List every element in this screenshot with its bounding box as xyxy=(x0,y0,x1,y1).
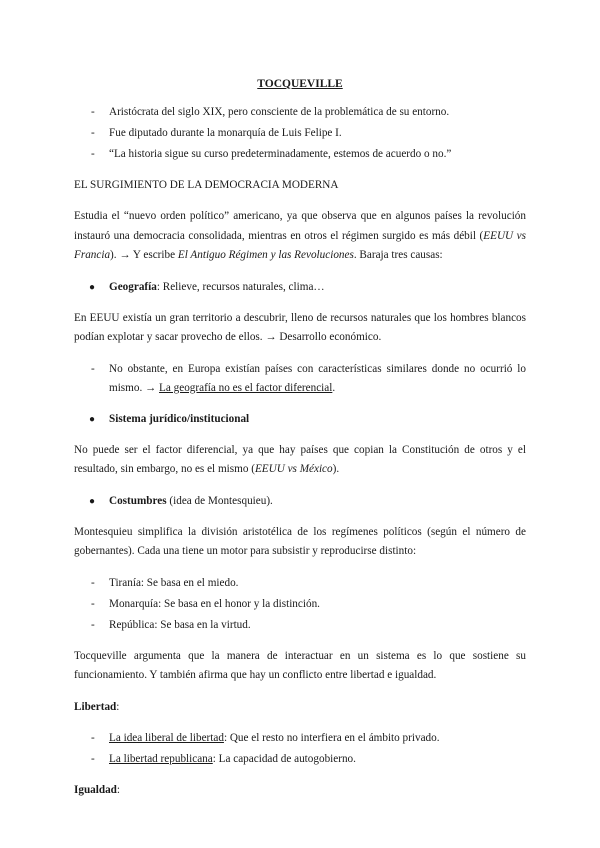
cause-costumbres: ● Costumbres (idea de Montesquieu). xyxy=(74,492,526,511)
list-item: - La libertad republicana: La capacidad de autogobierno. xyxy=(74,750,526,769)
list-item: - Aristócrata del siglo XIX, pero consciente de la problemática de su entorno. xyxy=(74,103,526,122)
list-item: - No obstante, en Europa existían países con características similares donde no ocurrió lo mismo. → La geografía no es el factor diferencial. xyxy=(74,360,526,398)
list-item: - Monarquía: Se basa en el honor y la distinción. xyxy=(74,595,526,614)
bullet-icon: ● xyxy=(89,495,96,507)
list-item: - Fue diputado durante la monarquía de Luis Felipe I. xyxy=(74,124,526,143)
paragraph-intro: Estudia el “nuevo orden político” americano, ya que observa que en algunos países la revolución instauró una democracia consolidada, mientras en otros el régimen surgido es más débil (EEUU vs Francia). → Y escribe El Antiguo Régimen y las Revoluciones. Baraja tres causas: xyxy=(74,210,526,261)
cause-geografia: ● Geografía: Relieve, recursos naturales, clima… xyxy=(74,278,526,297)
paragraph-montesquieu: Montesquieu simplifica la división aristotélica de los regímenes políticos (según el número de gobernantes). Cada una tiene un motor para subsistir y reproducirse distinto: xyxy=(74,525,526,557)
libertad-list xyxy=(74,729,526,769)
document-title: TOCQUEVILLE xyxy=(257,78,343,90)
document-page xyxy=(74,78,526,812)
regimes-list xyxy=(74,574,526,635)
list-item: - República: Se basa en la virtud. xyxy=(74,616,526,635)
section-heading: EL SURGIMIENTO DE LA DEMOCRACIA MODERNA xyxy=(74,179,339,191)
geografia-list xyxy=(74,360,526,398)
intro-list xyxy=(74,103,526,164)
paragraph-geografia: En EEUU existía un gran territorio a descubrir, lleno de recursos naturales que los hombres blancos podían explotar y sacar provecho de ellos. → Desarrollo económico. xyxy=(74,311,526,343)
cause-sistema: ● Sistema jurídico/institucional xyxy=(74,410,526,429)
list-item: - “La historia sigue su curso predeterminadamente, estemos de acuerdo o no.” xyxy=(74,145,526,164)
bullet-icon: ● xyxy=(89,281,96,293)
libertad-heading: Libertad: xyxy=(74,700,120,713)
paragraph-sistema: No puede ser el factor diferencial, ya que hay países que copian la Constitución de otros y el resultado, sin embargo, no es el mismo (EEUU vs México). xyxy=(74,443,526,475)
list-item: - La idea liberal de libertad: Que el resto no interfiera en el ámbito privado. xyxy=(74,729,526,748)
list-item: - Tiranía: Se basa en el miedo. xyxy=(74,574,526,593)
bullet-icon: ● xyxy=(89,413,96,425)
igualdad-heading: Igualdad: xyxy=(74,783,121,796)
paragraph-tocqueville: Tocqueville argumenta que la manera de interactuar en un sistema es lo que sostiene su funcionamiento. Y también afirma que hay un conflicto entre libertad e igualdad. xyxy=(74,649,526,681)
